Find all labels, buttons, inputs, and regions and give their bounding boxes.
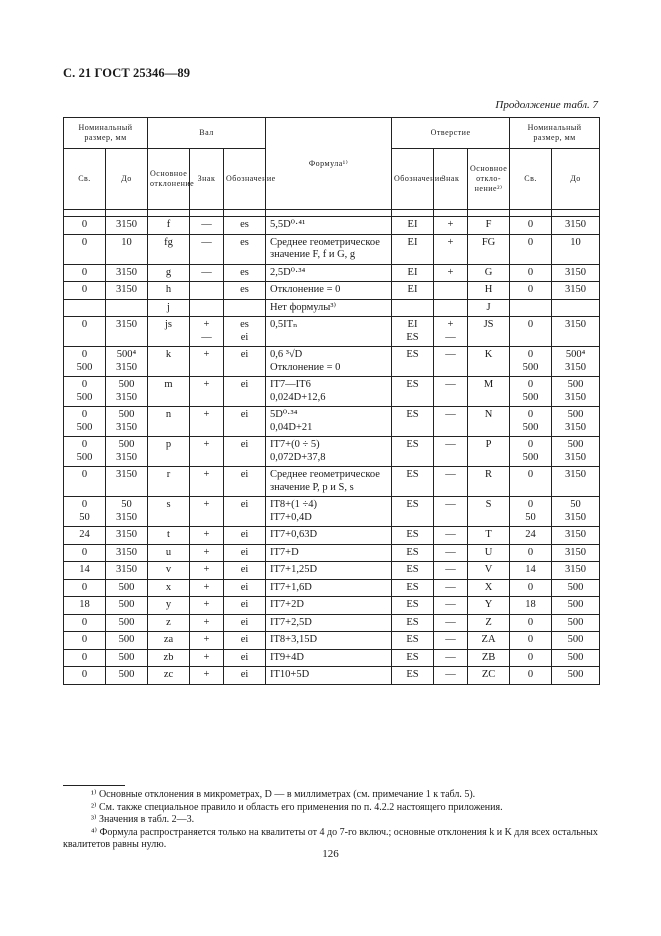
cell-sh: u: [148, 544, 190, 562]
cell-do: 10: [106, 234, 148, 264]
cell-ob: ei: [224, 407, 266, 437]
cell-sv: 0: [64, 544, 106, 562]
cell-hdo: 500 3150: [552, 377, 600, 407]
header-hole-designation: Обозначение: [392, 149, 434, 210]
cell-hdo: 500: [552, 667, 600, 685]
cell-hsh: X: [468, 579, 510, 597]
cell-sv: 0 500: [64, 347, 106, 377]
cell-hdo: [552, 299, 600, 317]
cell-do: 3150: [106, 217, 148, 235]
cell-hsv: 14: [510, 562, 552, 580]
cell-sh: zb: [148, 649, 190, 667]
cell-sh: z: [148, 614, 190, 632]
cell-hzn: —: [434, 527, 468, 545]
cell-sv: 0: [64, 264, 106, 282]
footnote-4: ⁴⁾ Формула распространяется только на квалитеты от 4 до 7-го включ.; основные отклонения k и K для всех остальных квалитетов равны нулю.: [63, 826, 598, 850]
cell-fm: IT7+2,5D: [266, 614, 392, 632]
cell-hob: ES: [392, 597, 434, 615]
cell-hzn: —: [434, 407, 468, 437]
cell-ob: es: [224, 282, 266, 300]
cell-hsh: N: [468, 407, 510, 437]
header-shaft-designation: Обозначение: [224, 149, 266, 210]
cell-fm: IT7+2D: [266, 597, 392, 615]
cell-hdo: 500⁴ 3150: [552, 347, 600, 377]
cell-zn: +: [190, 377, 224, 407]
table-row: [64, 544, 600, 562]
cell-zn: +: [190, 497, 224, 527]
cell-zn: +: [190, 437, 224, 467]
cell-hzn: —: [434, 467, 468, 497]
table-row: [64, 579, 600, 597]
cell-hob: ES: [392, 497, 434, 527]
cell-hdo: 3150: [552, 317, 600, 347]
cell-hob: ES: [392, 527, 434, 545]
table-row: [64, 649, 600, 667]
cell-hsv: 0: [510, 544, 552, 562]
cell-hsv: 0: [510, 467, 552, 497]
cell-sv: 0: [64, 217, 106, 235]
cell-zn: +: [190, 562, 224, 580]
table-row: [64, 299, 600, 317]
header-hole-sign: Знак: [434, 149, 468, 210]
cell-zn: +: [190, 347, 224, 377]
cell-sh: k: [148, 347, 190, 377]
cell-do: 500: [106, 597, 148, 615]
cell-fm: IT7+1,25D: [266, 562, 392, 580]
cell-hdo: 500: [552, 632, 600, 650]
cell-zn: —: [190, 234, 224, 264]
cell-hob: ES: [392, 614, 434, 632]
cell-hob: EI: [392, 217, 434, 235]
cell-hob: ES: [392, 579, 434, 597]
cell-fm: 2,5D⁰·³⁴: [266, 264, 392, 282]
cell-fm: IT7—IT6 0,024D+12,6: [266, 377, 392, 407]
cell-do: 3150: [106, 264, 148, 282]
cell-hzn: + —: [434, 317, 468, 347]
cell-hdo: 500 3150: [552, 437, 600, 467]
cell-hdo: 3150: [552, 264, 600, 282]
cell-hzn: —: [434, 437, 468, 467]
cell-sv: 0: [64, 234, 106, 264]
cell-ob: ei: [224, 497, 266, 527]
header-shaft-sign: Знак: [190, 149, 224, 210]
cell-zn: [190, 299, 224, 317]
cell-do: 500: [106, 614, 148, 632]
cell-sv: 0: [64, 614, 106, 632]
cell-hsv: 0: [510, 234, 552, 264]
cell-hsv: 0: [510, 614, 552, 632]
cell-ob: ei: [224, 597, 266, 615]
header-from-right: Св.: [510, 149, 552, 210]
cell-zn: +: [190, 597, 224, 615]
table-row: [64, 282, 600, 300]
cell-zn: +: [190, 649, 224, 667]
cell-hdo: 50 3150: [552, 497, 600, 527]
table-row: [64, 497, 600, 527]
cell-hzn: +: [434, 217, 468, 235]
cell-sv: 14: [64, 562, 106, 580]
cell-hsv: 0: [510, 667, 552, 685]
cell-hzn: [434, 282, 468, 300]
cell-ob: es ei: [224, 317, 266, 347]
cell-hob: EI ES: [392, 317, 434, 347]
cell-hob: ES: [392, 649, 434, 667]
cell-do: 3150: [106, 317, 148, 347]
cell-fm: Среднее геометрическое значение P, p и S, s: [266, 467, 392, 497]
cell-hob: EI: [392, 264, 434, 282]
header-formula: Формула¹⁾: [266, 118, 392, 210]
header-nominal-size-right: Номинальный размер, мм: [510, 118, 600, 149]
cell-zn: + —: [190, 317, 224, 347]
cell-hsv: 0 500: [510, 407, 552, 437]
cell-do: 500: [106, 667, 148, 685]
cell-hob: ES: [392, 667, 434, 685]
cell-fm: IT7+D: [266, 544, 392, 562]
cell-hob: ES: [392, 544, 434, 562]
cell-hzn: —: [434, 377, 468, 407]
header-to: До: [106, 149, 148, 210]
cell-hzn: —: [434, 597, 468, 615]
cell-hsh: V: [468, 562, 510, 580]
footnote-1: ¹⁾ Основные отклонения в микрометрах, D — в миллиметрах (см. примечание 1 к табл. 5).: [91, 789, 476, 800]
cell-hsh: ZB: [468, 649, 510, 667]
cell-hdo: 500: [552, 579, 600, 597]
cell-do: 500: [106, 632, 148, 650]
cell-ob: ei: [224, 614, 266, 632]
table-row: [64, 614, 600, 632]
cell-ob: ei: [224, 377, 266, 407]
cell-zn: [190, 282, 224, 300]
cell-hdo: 3150: [552, 217, 600, 235]
cell-sv: 0 500: [64, 437, 106, 467]
cell-sh: x: [148, 579, 190, 597]
table-row: [64, 234, 600, 264]
footnote-rule: [63, 785, 125, 786]
cell-hdo: 500: [552, 614, 600, 632]
cell-hsh: H: [468, 282, 510, 300]
cell-fm: IT7+(0 ÷ 5) 0,072D+37,8: [266, 437, 392, 467]
cell-hob: [392, 299, 434, 317]
cell-zn: —: [190, 217, 224, 235]
cell-hdo: 500: [552, 597, 600, 615]
cell-hdo: 3150: [552, 527, 600, 545]
cell-hdo: 500 3150: [552, 407, 600, 437]
cell-hsh: G: [468, 264, 510, 282]
cell-sv: [64, 299, 106, 317]
table-row: [64, 562, 600, 580]
cell-hsv: 0: [510, 579, 552, 597]
table-row: [64, 217, 600, 235]
cell-hzn: —: [434, 497, 468, 527]
cell-sh: j: [148, 299, 190, 317]
cell-hsv: 0: [510, 649, 552, 667]
cell-hsv: 0 500: [510, 437, 552, 467]
cell-hdo: 3150: [552, 467, 600, 497]
table-row: [64, 527, 600, 545]
cell-fm: IT7+0,63D: [266, 527, 392, 545]
cell-ob: ei: [224, 527, 266, 545]
cell-sh: p: [148, 437, 190, 467]
cell-sh: za: [148, 632, 190, 650]
cell-ob: [224, 299, 266, 317]
cell-sh: g: [148, 264, 190, 282]
cell-hzn: —: [434, 544, 468, 562]
table-row: [64, 437, 600, 467]
cell-do: 3150: [106, 467, 148, 497]
cell-do: 500 3150: [106, 437, 148, 467]
cell-do: 500⁴ 3150: [106, 347, 148, 377]
table-row: [64, 317, 600, 347]
cell-hdo: 3150: [552, 282, 600, 300]
cell-hob: ES: [392, 437, 434, 467]
cell-sv: 0: [64, 467, 106, 497]
cell-hsh: FG: [468, 234, 510, 264]
cell-hob: ES: [392, 467, 434, 497]
header-nominal-size: Номинальный размер, мм: [64, 118, 148, 149]
cell-ob: ei: [224, 579, 266, 597]
cell-hsh: ZC: [468, 667, 510, 685]
cell-zn: +: [190, 667, 224, 685]
cell-do: 3150: [106, 562, 148, 580]
cell-ob: ei: [224, 667, 266, 685]
cell-hsh: JS: [468, 317, 510, 347]
cell-sv: 0 50: [64, 497, 106, 527]
cell-ob: ei: [224, 544, 266, 562]
cell-hzn: +: [434, 234, 468, 264]
cell-fm: Отклонение = 0: [266, 282, 392, 300]
cell-do: 3150: [106, 282, 148, 300]
cell-sh: s: [148, 497, 190, 527]
cell-hsh: Z: [468, 614, 510, 632]
footnotes: [63, 785, 599, 852]
header-gap-row: [64, 210, 600, 217]
table-row: [64, 377, 600, 407]
cell-sv: 0: [64, 317, 106, 347]
table-continuation-label: Продолжение табл. 7: [495, 99, 598, 111]
cell-fm: 0,6 ³√D Отклонение = 0: [266, 347, 392, 377]
cell-ob: ei: [224, 649, 266, 667]
table-row: [64, 667, 600, 685]
footnote-2: ²⁾ См. также специальное правило и область его применения по п. 4.2.2 настоящего приложения.: [91, 801, 503, 813]
cell-do: 500: [106, 579, 148, 597]
cell-ob: es: [224, 264, 266, 282]
table-row: [64, 467, 600, 497]
cell-ob: ei: [224, 467, 266, 497]
cell-sh: t: [148, 527, 190, 545]
cell-hsv: 0 500: [510, 377, 552, 407]
cell-hob: ES: [392, 562, 434, 580]
cell-fm: 5,5D⁰·⁴¹: [266, 217, 392, 235]
cell-sh: r: [148, 467, 190, 497]
cell-fm: IT8+3,15D: [266, 632, 392, 650]
cell-do: 500 3150: [106, 407, 148, 437]
cell-hsv: 0: [510, 264, 552, 282]
cell-do: 50 3150: [106, 497, 148, 527]
cell-sh: f: [148, 217, 190, 235]
cell-ob: ei: [224, 562, 266, 580]
cell-sv: 0: [64, 632, 106, 650]
cell-hzn: —: [434, 614, 468, 632]
cell-hsh: ZA: [468, 632, 510, 650]
cell-ob: es: [224, 217, 266, 235]
header-to-right: До: [552, 149, 600, 210]
cell-sv: 0: [64, 579, 106, 597]
cell-hsh: M: [468, 377, 510, 407]
cell-sh: fg: [148, 234, 190, 264]
cell-fm: Среднее геометрическое значение F, f и G, g: [266, 234, 392, 264]
cell-sh: n: [148, 407, 190, 437]
header-shaft: Вал: [148, 118, 266, 149]
cell-hdo: 10: [552, 234, 600, 264]
cell-hzn: +: [434, 264, 468, 282]
cell-hsv: 0: [510, 282, 552, 300]
cell-sh: js: [148, 317, 190, 347]
cell-hdo: 500: [552, 649, 600, 667]
cell-sv: 18: [64, 597, 106, 615]
table-row: [64, 407, 600, 437]
cell-zn: +: [190, 614, 224, 632]
table-row: [64, 597, 600, 615]
cell-sh: m: [148, 377, 190, 407]
cell-fm: IT7+1,6D: [266, 579, 392, 597]
cell-zn: +: [190, 407, 224, 437]
cell-hsh: R: [468, 467, 510, 497]
cell-hsv: 0 500: [510, 347, 552, 377]
cell-sv: 0 500: [64, 377, 106, 407]
cell-hsv: 0: [510, 317, 552, 347]
cell-sv: 0: [64, 649, 106, 667]
cell-fm: IT9+4D: [266, 649, 392, 667]
table-row: [64, 347, 600, 377]
table-row: [64, 264, 600, 282]
cell-hsh: P: [468, 437, 510, 467]
cell-hzn: —: [434, 579, 468, 597]
deviations-table: [63, 117, 600, 685]
cell-sv: 0 500: [64, 407, 106, 437]
cell-do: 500: [106, 649, 148, 667]
page-number: 126: [322, 848, 339, 860]
cell-hsv: 0: [510, 217, 552, 235]
footnote-3: ³⁾ Значения в табл. 2—3.: [91, 814, 195, 825]
cell-fm: IT10+5D: [266, 667, 392, 685]
cell-sh: zc: [148, 667, 190, 685]
cell-fm: 0,5ITₙ: [266, 317, 392, 347]
cell-hob: ES: [392, 347, 434, 377]
cell-hzn: —: [434, 632, 468, 650]
cell-fm: 5D⁰·³⁴ 0,04D+21: [266, 407, 392, 437]
cell-hzn: [434, 299, 468, 317]
document-header: С. 21 ГОСТ 25346—89: [63, 66, 191, 80]
cell-hzn: —: [434, 562, 468, 580]
cell-sh: y: [148, 597, 190, 615]
cell-hsh: S: [468, 497, 510, 527]
cell-sv: 24: [64, 527, 106, 545]
cell-hob: ES: [392, 632, 434, 650]
cell-hzn: —: [434, 667, 468, 685]
cell-hdo: 3150: [552, 544, 600, 562]
cell-sh: v: [148, 562, 190, 580]
cell-zn: +: [190, 544, 224, 562]
cell-sv: 0: [64, 282, 106, 300]
cell-do: [106, 299, 148, 317]
cell-hzn: —: [434, 649, 468, 667]
table-row: [64, 632, 600, 650]
cell-hsh: K: [468, 347, 510, 377]
cell-fm: IT8+(1 ÷4) IT7+0,4D: [266, 497, 392, 527]
cell-hsh: F: [468, 217, 510, 235]
cell-ob: ei: [224, 632, 266, 650]
cell-do: 3150: [106, 527, 148, 545]
cell-hsh: J: [468, 299, 510, 317]
cell-hob: EI: [392, 234, 434, 264]
cell-hsh: U: [468, 544, 510, 562]
cell-sh: h: [148, 282, 190, 300]
cell-hob: ES: [392, 377, 434, 407]
cell-hsh: T: [468, 527, 510, 545]
cell-zn: +: [190, 579, 224, 597]
cell-hob: ES: [392, 407, 434, 437]
cell-ob: ei: [224, 347, 266, 377]
cell-sv: 0: [64, 667, 106, 685]
cell-zn: +: [190, 527, 224, 545]
cell-do: 500 3150: [106, 377, 148, 407]
cell-hsv: 0: [510, 632, 552, 650]
cell-ob: es: [224, 234, 266, 264]
cell-hsh: Y: [468, 597, 510, 615]
cell-hob: EI: [392, 282, 434, 300]
header-shaft-deviation: Основное отклонение: [148, 149, 190, 210]
cell-zn: +: [190, 467, 224, 497]
cell-hsv: 18: [510, 597, 552, 615]
header-hole-deviation: Основное откло- нение²⁾: [468, 149, 510, 210]
header-hole: Отверстие: [392, 118, 510, 149]
cell-fm: Нет формулы³⁾: [266, 299, 392, 317]
cell-zn: +: [190, 632, 224, 650]
cell-hsv: [510, 299, 552, 317]
cell-hzn: —: [434, 347, 468, 377]
cell-hsv: 24: [510, 527, 552, 545]
header-from: Св.: [64, 149, 106, 210]
cell-do: 3150: [106, 544, 148, 562]
table-header: [64, 118, 600, 210]
cell-hsv: 0 50: [510, 497, 552, 527]
table-body: [64, 210, 600, 685]
cell-zn: —: [190, 264, 224, 282]
cell-hdo: 3150: [552, 562, 600, 580]
cell-ob: ei: [224, 437, 266, 467]
